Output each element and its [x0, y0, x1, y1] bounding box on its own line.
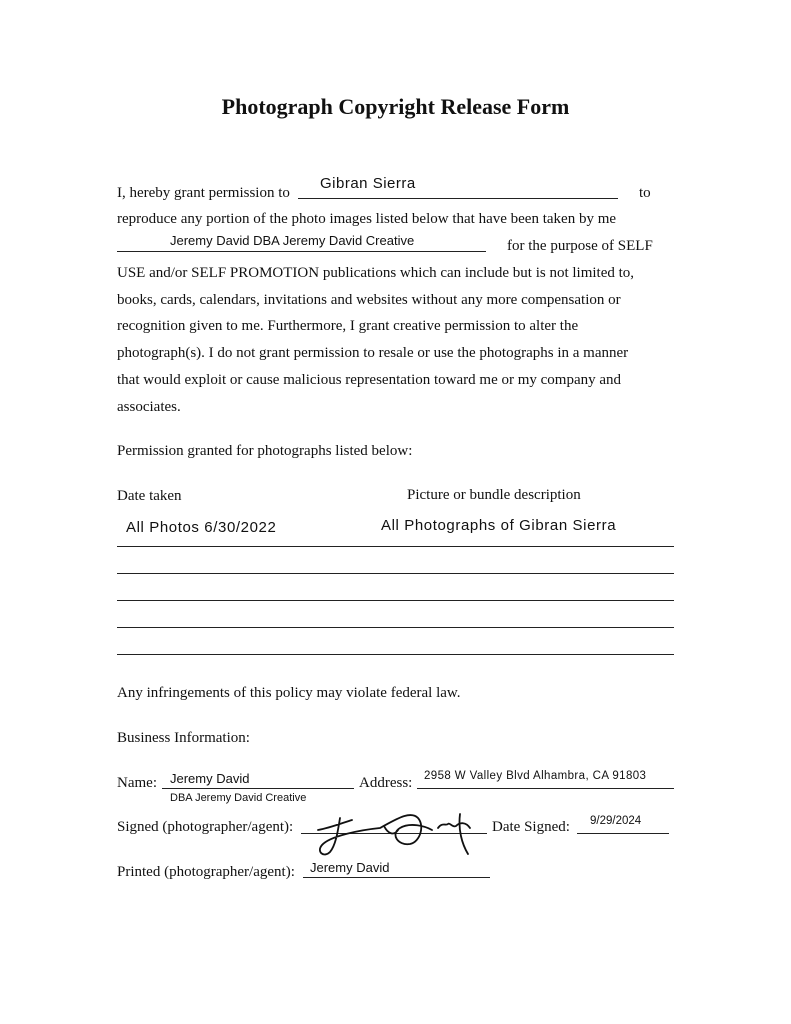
- table-row-line: [117, 654, 674, 655]
- paragraph-line: photograph(s). I do not grant permission to resale or use the photographs in a manner: [117, 345, 629, 361]
- address-label: Address:: [359, 775, 413, 791]
- table-row-line: [117, 573, 674, 574]
- name-label: Name:: [117, 775, 157, 791]
- column-header-description: Picture or bundle description: [407, 487, 581, 503]
- printed-label: Printed (photographer/agent):: [117, 864, 295, 880]
- name-line: [162, 788, 354, 789]
- date-signed-label: Date Signed:: [492, 819, 570, 835]
- grantee-line: [298, 198, 618, 199]
- business-heading: Business Information:: [117, 730, 250, 746]
- photographer-line: [117, 251, 486, 252]
- paragraph-line: recognition given to me. Furthermore, I grant creative permission to alter the: [117, 318, 579, 334]
- printed-field[interactable]: Jeremy David: [310, 860, 390, 875]
- name-sub-field[interactable]: DBA Jeremy David Creative: [170, 792, 307, 804]
- signed-label: Signed (photographer/agent):: [117, 819, 294, 835]
- paragraph-line: associates.: [117, 399, 181, 415]
- table-row-line: [117, 546, 674, 547]
- grantee-field[interactable]: Gibran Sierra: [320, 175, 416, 192]
- date-signed-line: [577, 833, 669, 834]
- printed-line: [303, 877, 490, 878]
- infringement-notice: Any infringements of this policy may violate federal law.: [117, 685, 461, 701]
- grant-text: I, hereby grant permission to: [117, 185, 290, 201]
- table-row-line: [117, 627, 674, 628]
- name-field[interactable]: Jeremy David: [170, 771, 250, 786]
- signature-image: [300, 800, 475, 860]
- photographer-field[interactable]: Jeremy David DBA Jeremy David Creative: [170, 233, 415, 248]
- column-header-date: Date taken: [117, 488, 182, 504]
- permission-label: Permission granted for photographs listed below:: [117, 443, 413, 459]
- paragraph-line: USE and/or SELF PROMOTION publications which can include but is not limited to,: [117, 265, 635, 281]
- table-row-line: [117, 600, 674, 601]
- date-taken-field[interactable]: All Photos 6/30/2022: [126, 519, 277, 536]
- paragraph-line: books, cards, calendars, invitations and websites without any more compensation or: [117, 292, 621, 308]
- date-signed-field[interactable]: 9/29/2024: [590, 815, 642, 827]
- address-field[interactable]: 2958 W Valley Blvd Alhambra, CA 91803: [424, 770, 647, 782]
- form-title: Photograph Copyright Release Form: [221, 94, 570, 119]
- to-text: to: [639, 185, 651, 201]
- paragraph-line: reproduce any portion of the photo images listed below that have been taken by me: [117, 211, 617, 227]
- address-line: [417, 788, 674, 789]
- paragraph-line: that would exploit or cause malicious representation toward me or my company and: [117, 372, 622, 388]
- description-field[interactable]: All Photographs of Gibran Sierra: [381, 517, 617, 534]
- paragraph-line: for the purpose of SELF: [507, 238, 653, 254]
